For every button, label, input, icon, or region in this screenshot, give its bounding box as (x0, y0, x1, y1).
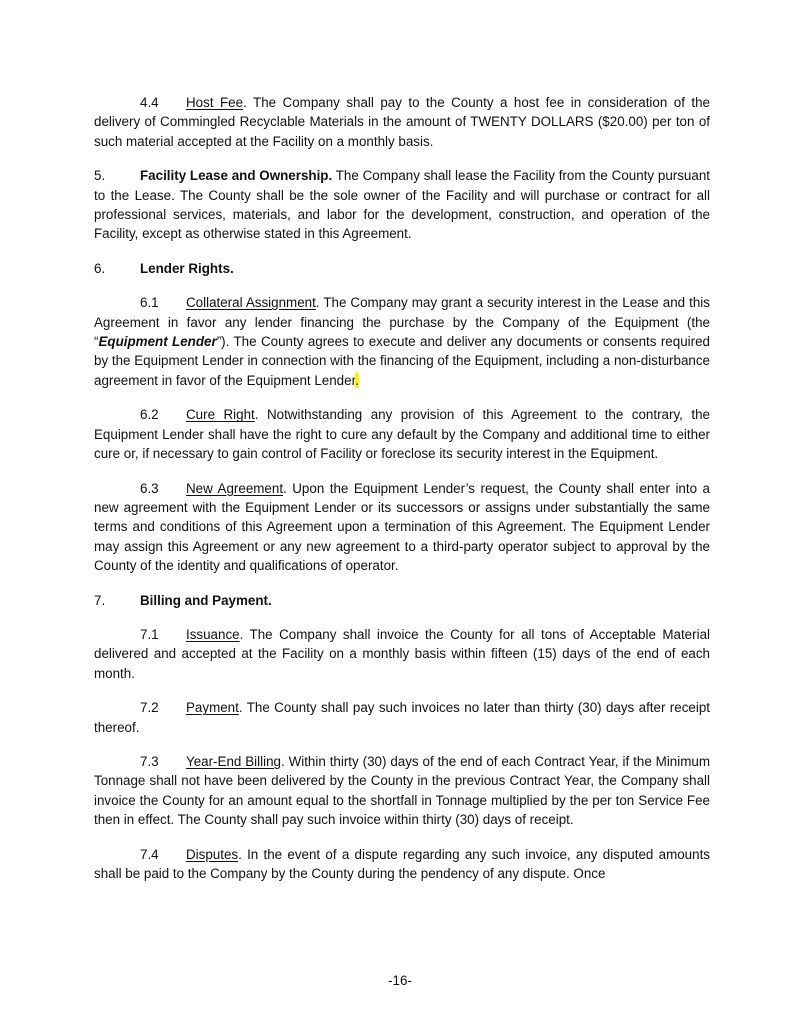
section-title: Host Fee (186, 95, 244, 110)
section-title: Facility Lease and Ownership. (140, 168, 333, 184)
section-title: Issuance (186, 626, 240, 642)
section-number: 6.1 (140, 295, 159, 311)
section-7-1 (94, 625, 710, 683)
section-text: The Company shall lease the Facility from the County pursuant to the Lease. The County shall be the sole owner of the Facility and will purchase or contract for all professional services, materials, and labor for the development, construction, and operation of the Facility, except as otherwise stated in this Agreement. (94, 168, 710, 242)
section-7-3 (94, 752, 710, 830)
document-body (94, 93, 710, 898)
section-number: 7. (94, 592, 106, 608)
section-number: 7.1 (140, 626, 159, 642)
section-text: . The Company shall pay to the County a host fee in consideration of the delivery of Commingled Recyclable Materials in the amount of TWENTY DOLLARS ($20.00) per ton of such material accepted at the Facility on a monthly basis. (94, 95, 711, 149)
section-4-4 (94, 93, 710, 151)
section-text-continued: ”). The County agrees to execute and deliver any documents or consents required by the Equipment Lender in connection with the financing of the Equipment, including a non-disturbance agreement in favor of the Equipment Lender (94, 334, 710, 388)
section-text: . Upon the Equipment Lender’s request, the County shall enter into a new agreement with the Equipment Lender or its successors or assigns under substantially the same terms and conditions of this Agreement upon a termination of this Agreement. The Equipment Lender may assign this Agreement or any new agreement to a third-party operator subject to approval by the County of the identity and qualifications of operator. (94, 480, 710, 574)
section-title: New Agreement (186, 480, 284, 496)
section-number: 5. (94, 168, 106, 184)
section-title: Collateral Assignment (186, 295, 316, 311)
section-7-4 (94, 845, 710, 884)
section-6-3 (94, 479, 710, 576)
section-text: . In the event of a dispute regarding any such invoice, any disputed amounts shall be paid to the Company by the County during the pendency of any dispute. Once (94, 846, 710, 881)
highlighted-period: . (355, 372, 360, 388)
defined-term: Equipment Lender (98, 334, 217, 350)
page-number: -16- (388, 973, 412, 988)
section-text: . The County shall pay such invoices no later than thirty (30) days after receipt thereof. (94, 700, 710, 735)
section-number: 4.4 (140, 95, 159, 110)
section-7 (94, 591, 710, 610)
section-number: 6.3 (140, 480, 159, 496)
section-text: . Notwithstanding any provision of this Agreement to the contrary, the Equipment Lender shall have the right to cure any default by the Company and additional time to either cure or, if necessary to gain control of Facility or foreclose its security interest in the Equipment. (94, 407, 710, 462)
section-number: 7.3 (140, 753, 159, 769)
section-text: . The Company shall invoice the County for all tons of Acceptable Material delivered and accepted at the Facility on a monthly basis within fifteen (15) days of the end of each month. (94, 626, 710, 681)
section-6 (94, 259, 710, 278)
section-title: Billing and Payment. (140, 592, 272, 608)
section-title: Payment (186, 700, 239, 716)
section-6-2 (94, 405, 710, 463)
section-title: Lender Rights. (140, 260, 234, 276)
section-title: Year-End Billing (186, 753, 281, 769)
section-5 (94, 166, 710, 244)
section-title: Disputes (186, 846, 239, 862)
section-6-1 (94, 293, 710, 390)
section-title: Cure Right (186, 407, 255, 423)
section-text: . Within thirty (30) days of the end of each Contract Year, if the Minimum Tonnage shall not have been delivered by the County in the previous Contract Year, the Company shall invoice the County for an amount equal to the shortfall in Tonnage multiplied by the per ton Service Fee then in effect. The County shall pay such invoice within thirty (30) days of receipt. (94, 753, 710, 828)
section-number: 7.4 (140, 846, 159, 862)
section-number: 7.2 (140, 700, 159, 716)
section-number: 6.2 (140, 407, 159, 423)
section-7-2 (94, 698, 710, 737)
section-number: 6. (94, 260, 106, 276)
section-text: . The Company may grant a security interest in the Lease and this Agreement in favor any lender financing the purchase by the Company of the Equipment (the “ (94, 295, 710, 350)
